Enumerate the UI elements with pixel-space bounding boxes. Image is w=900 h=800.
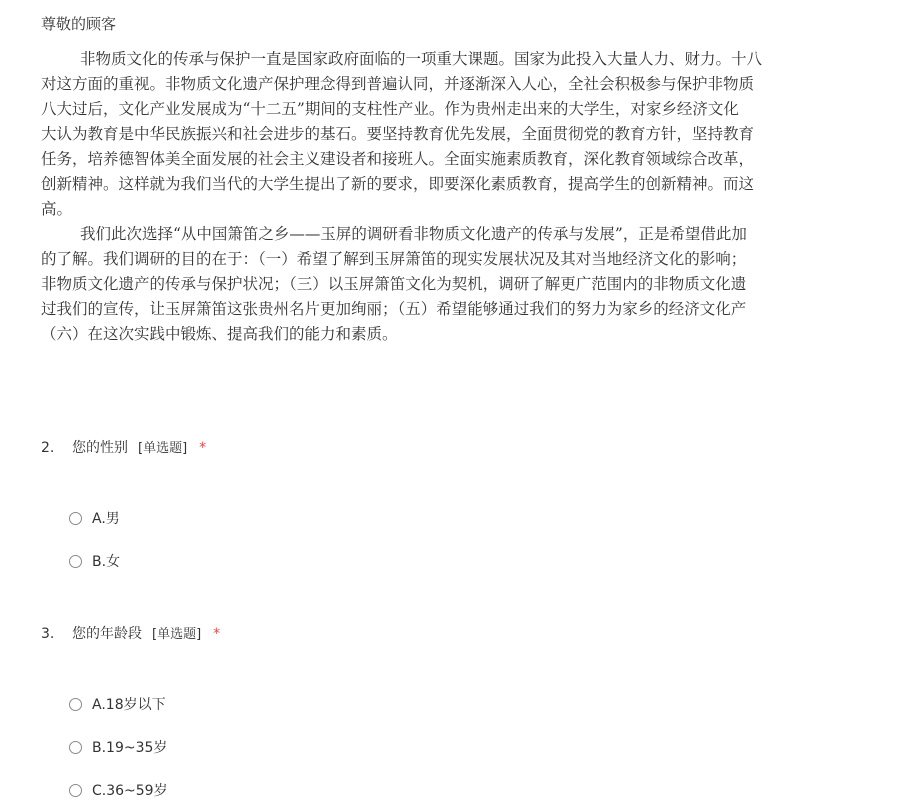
- question-number: 2.: [41, 440, 55, 456]
- required-marker: *: [213, 626, 221, 642]
- intro-line: 对这方面的重视。非物质文化遗产保护理念得到普遍认同，并逐渐深入人心，全社会积极参与保护非物质: [41, 75, 755, 93]
- intro-line: （六）在这次实践中锻炼、提高我们的能力和素质。: [41, 325, 398, 343]
- intro-line: 创新精神。这样就为我们当代的大学生提出了新的要求，即要深化素质教育，提高学生的创新精神。而这: [41, 175, 755, 193]
- radio-button[interactable]: [69, 555, 82, 568]
- intro-line: 任务，培养德智体美全面发展的社会主义建设者和接班人。全面实施素质教育，深化教育领域综合改革，: [41, 150, 755, 168]
- option-label: C.36~59岁: [92, 783, 168, 799]
- option-label: A.男: [92, 511, 120, 527]
- question-age: [41, 625, 220, 644]
- intro-line: 非物质文化遗产的传承与保护状况；（三）以玉屏箫笛文化为契机，调研了解更广范围内的非物质文化遗: [41, 275, 747, 293]
- radio-option-female[interactable]: [69, 551, 120, 571]
- radio-button[interactable]: [69, 784, 82, 797]
- radio-button[interactable]: [69, 698, 82, 711]
- intro-line: 高。: [41, 200, 73, 218]
- required-marker: *: [199, 440, 207, 456]
- question-text: 您的年龄段: [72, 626, 142, 642]
- option-label: B.19~35岁: [92, 740, 168, 756]
- radio-option-under-18[interactable]: [69, 694, 166, 714]
- question-title: [41, 625, 220, 644]
- intro-line: 过我们的宣传，让玉屏箫笛这张贵州名片更加绚丽；（五）希望能够通过我们的努力为家乡的经济文化产: [41, 300, 747, 318]
- intro-line: 的了解。我们调研的目的在于：（一）希望了解到玉屏箫笛的现实发展状况及其对当地经济文化的影响；: [41, 250, 747, 268]
- intro-paragraph-1: [41, 47, 900, 222]
- question-gender: [41, 439, 206, 458]
- intro-line: 非物质文化的传承与保护一直是国家政府面临的一项重大课题。国家为此投入大量人力、财力。十八: [80, 50, 763, 68]
- question-type-badge: [单选题]: [152, 627, 202, 642]
- radio-option-36-59[interactable]: [69, 780, 168, 800]
- radio-option-male[interactable]: [69, 508, 120, 528]
- question-number: 3.: [41, 626, 55, 642]
- question-title: [41, 439, 206, 458]
- intro-line: 我们此次选择“从中国箫笛之乡——玉屏的调研看非物质文化遗产的传承与发展”，正是希望借此加: [80, 225, 747, 243]
- question-text: 您的性别: [72, 440, 128, 456]
- intro-line: 八大过后，文化产业发展成为“十二五”期间的支柱性产业。作为贵州走出来的大学生，对家乡经济文化: [41, 100, 739, 118]
- option-label: B.女: [92, 554, 121, 570]
- intro-paragraph-2: [41, 222, 900, 347]
- radio-option-19-35[interactable]: [69, 737, 167, 757]
- radio-button[interactable]: [69, 741, 82, 754]
- question-type-badge: [单选题]: [138, 441, 188, 456]
- option-label: A.18岁以下: [92, 697, 166, 713]
- intro-line: 大认为教育是中华民族振兴和社会进步的基石。要坚持教育优先发展，全面贯彻党的教育方针，坚持教育: [41, 125, 755, 143]
- radio-button[interactable]: [69, 512, 82, 525]
- greeting-text: 尊敬的顾客: [41, 15, 117, 33]
- intro-text: [41, 47, 900, 347]
